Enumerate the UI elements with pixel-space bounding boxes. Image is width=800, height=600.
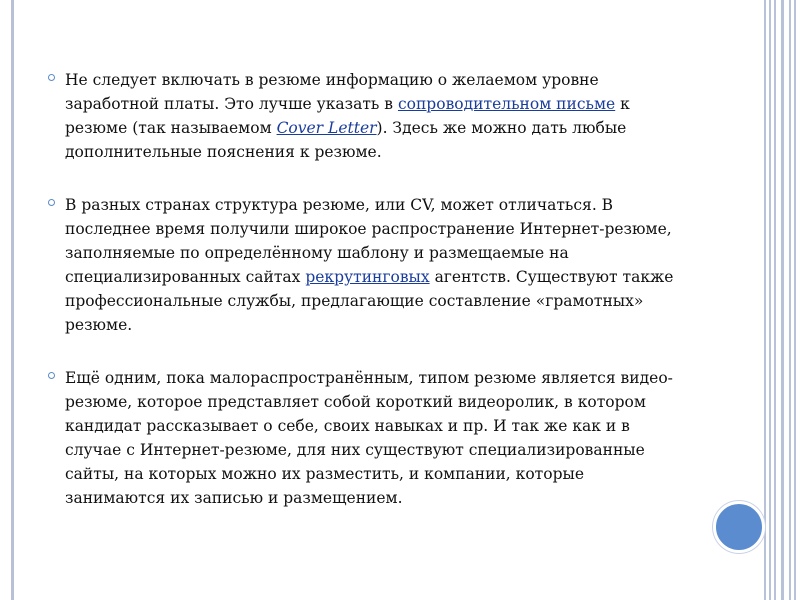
bullet-text: агентств. Существуют также профессиональные службы, предлагающие составление «грамотных» резюме.: [65, 268, 674, 334]
bullet-item: [48, 68, 688, 164]
bullet-item: [48, 193, 688, 337]
right-decoration: [760, 0, 800, 600]
recruiting-link[interactable]: рекрутинговых: [305, 268, 430, 286]
cover-letter-link[interactable]: сопроводительном письме: [397, 95, 616, 113]
bullet-text: Ещё одним, пока малораспространённым, типом резюме является видео-резюме, которое представляет собой короткий видеоролик, в котором кандидат рассказывает о себе, своих навыках и пр. И так же как и в случае с Интернет-резюме, для них существуют специализированные сайты, на которых можно их разместить, и компании, которые занимаются их записью и размещением.: [65, 369, 673, 507]
bullet-text: ). Здесь же можно дать любые дополнительные пояснения к резюме.: [65, 119, 627, 161]
bullet-text: Не следует включать в резюме информацию о желаемом уровне заработной платы. Это лучше указать в: [65, 71, 599, 113]
bullet-text: В разных странах структура резюме, или CV, может отличаться. В последнее время получили широкое распространение Интернет-резюме, заполняемые по определённому шаблону и размещаемые на специализированных сайтах: [65, 196, 672, 286]
bullet-marker-icon: [48, 74, 55, 81]
bullet-text: к резюме (так называемом: [65, 95, 630, 137]
decorative-circle: [713, 501, 765, 553]
bullet-marker-icon: [48, 372, 55, 379]
bullet-item: [48, 366, 688, 510]
slide-content: [48, 68, 688, 510]
left-border-line: [11, 0, 14, 600]
bullet-marker-icon: [48, 199, 55, 206]
cover-letter-en-link[interactable]: Cover Letter: [276, 119, 377, 137]
